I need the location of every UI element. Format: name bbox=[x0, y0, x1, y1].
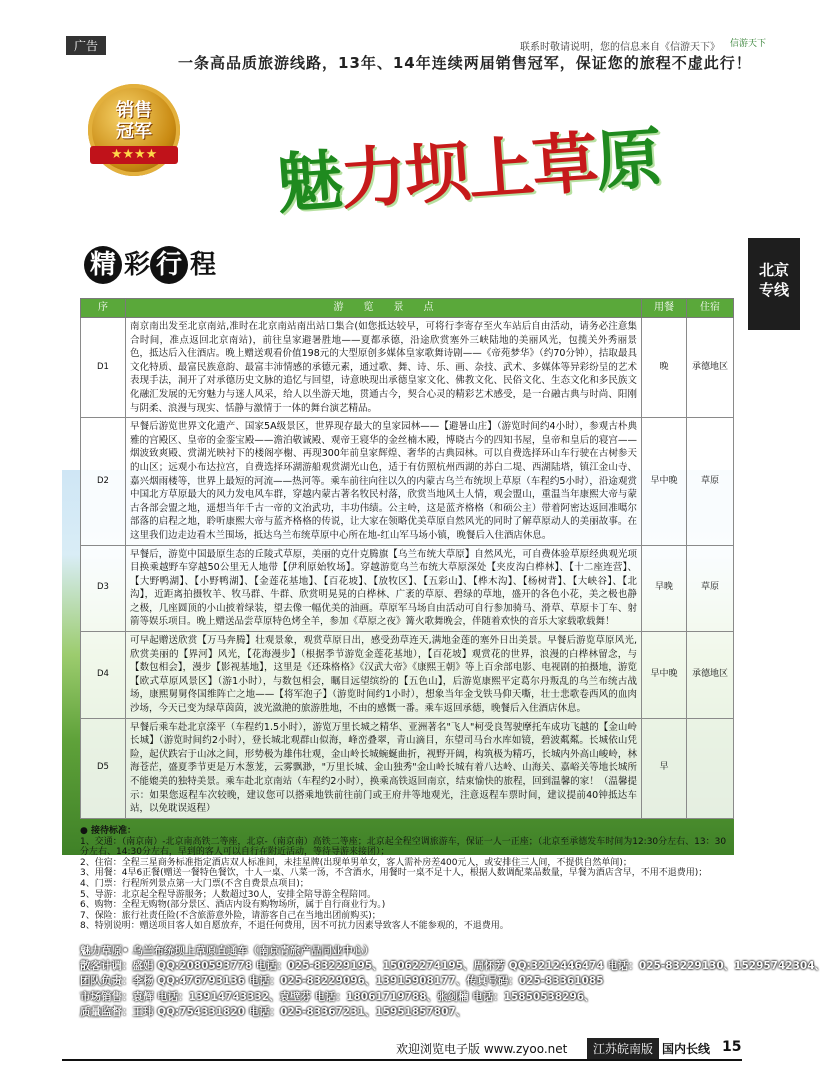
main-title bbox=[273, 105, 663, 227]
col-header-meal: 用餐 bbox=[642, 299, 687, 318]
desc-cell: 可早起赠送欣赏【万马奔腾】壮观景象，观赏草原日出，感受劲草连天,满地金莲的塞外日出美景。早餐后游览草原风光,欣赏美丽的【界河】风光，【花海漫步】（根据季节游览金莲花基地），【百花坡】观赏花的世界，浪漫的白桦林留念，与【数包相会】，漫步【影视基地】，这里是《还珠格格》《汉武大帝》《康熙王朝》等上百余部电影、电视剧的拍摄地，游览【欧式草原风景区】（游1小时），与数包相会，瞩目远望缤纷的【五色山】，后游览康熙平定葛尔丹叛乱的乌兰布统古战场，康熙舅舅佟国维阵亡之地——【将军泡子】（游览时间约1小时），想象当年金戈铁马仰天嘶，壮士悲歌卷西风的血肉沙场，今天已变为绿草茵茵，波光潋滟的旅游胜地，不由的感慨一番。乘车返回承德，晚餐后入住酒店休息。 bbox=[126, 632, 642, 719]
table-row bbox=[81, 545, 734, 632]
brand-logo: 信游天下 bbox=[729, 39, 766, 49]
sales-champion-medal-icon bbox=[88, 84, 180, 176]
footer-divider bbox=[62, 1059, 742, 1061]
contact-line: 市场销售：袁辉 电话：13914743332、袁壁芬 电话：18061719788、张剑楠 电话：15850538296、 bbox=[80, 990, 595, 1003]
day-cell: D3 bbox=[81, 545, 126, 632]
itinerary-table bbox=[80, 298, 734, 819]
day-cell: D2 bbox=[81, 418, 126, 545]
top-bar bbox=[0, 0, 800, 54]
contact-line: 质量监督：王玮 QQ:754331820 电话：025-83367231、15951857807、 bbox=[80, 1005, 467, 1018]
side-tab-beijing bbox=[748, 238, 800, 330]
notes-item: 4、门票：行程所列景点第一大门票(不含自费景点项目)； bbox=[80, 878, 309, 889]
notes-item: 8、特别说明：赠送项目客人如自愿放弃，不退任何费用，因不可抗力因素导致客人不能参观的，不退费用。 bbox=[80, 921, 509, 932]
reception-standards bbox=[80, 826, 730, 932]
side-tab-line2: 专线 bbox=[758, 281, 789, 299]
col-header-seq: 序 bbox=[81, 299, 126, 318]
table-header-row bbox=[81, 299, 734, 318]
stay-cell: 承德地区 bbox=[687, 632, 734, 719]
notes-heading: ● 接待标准： bbox=[80, 826, 136, 836]
title-part2: 力坝上草 bbox=[337, 123, 599, 219]
desc-cell: 早餐后，游览中国最原生态的丘陵式草原，美丽的克什克腾旗【乌兰布统大草原】自然风光，可自费体验草原经典观光项目换乘越野车穿越50公里无人地带【伊利原始牧场】。穿越游览乌兰布统大草原深处【夹皮沟白桦林】、【十二座连营】、【大野鸭湖】、【小野鸭湖】、【金莲花基地】、【百花坡】、【放牧区】、【五彩山】、【桦木沟】、【杨树背】、【大峡谷】、【北沟】，近距离拍摄牧羊、牧马群、牛群、欣赏明晃晃的白桦林、广袤的草原、碧绿的草地，盛开的各色小花，美之极也静之极，几座圆顶的小山披着绿装，望去像一幅优美的油画。草原军马场自由活动可自行参加骑马、滑草、草原卡丁车、射箭等娱乐项目。晚上赠送品尝草原特色烤全羊，参加《草原之夜》篝火歌舞晚会，伴随着欢快的音乐大家载歌载舞！ bbox=[126, 545, 642, 632]
desc-cell: 早餐后乘车赴北京滦平（车程约1.5小时），游览万里长城之精华、亚洲著名"飞人"柯受良驾驶摩托车成功飞越的【金山岭长城】（游览时间约2小时），登长城北观群山似海，峰峦叠翠，青山滴目，东望司马台水库如镜，碧波粼粼。长城依山凭险，起伏跌宕于山冰之间，形势极为雄伟壮观，金山岭长城蜿蜒曲折，视野开阔，构筑极为精巧，长城内外高山峻岭，林海苍茫，盛夏季节更是万木葱茏，云雾飘渺，"万里长城、金山独秀"金山岭长城有着八达岭、山海关、嘉峪关等地长城所不能媲美的独特美景。乘车赴北京南站（车程约2小时），换乘高铁返回南京，结束愉快的旅程，回到温馨的家！（温馨提示：如果您返程车次较晚，建议您可以搭乘地铁前往前门或王府井等地观光，注意返程车票时间，建议提前40钟抵达车站，以免耽误返程） bbox=[126, 718, 642, 818]
side-tab-line1: 北京 bbox=[758, 261, 789, 279]
footer-route: 国内长线 bbox=[662, 1042, 711, 1056]
section-char2: 彩 bbox=[124, 250, 151, 280]
notes-item: 6、购物：全程无购物(部分景区、酒店内设有购物场所，属于自行商业行为。) bbox=[80, 900, 386, 911]
contact-line: 魅力草原• 乌兰布统坝上草原直通车（南京青旅产品同业中心） bbox=[80, 945, 374, 957]
day-cell: D1 bbox=[81, 318, 126, 418]
table-row bbox=[81, 418, 734, 545]
meal-cell: 晚 bbox=[642, 318, 687, 418]
medal-line1: 销售 bbox=[116, 100, 152, 121]
contact-info bbox=[80, 944, 825, 1020]
section-char4: 程 bbox=[190, 250, 217, 280]
day-cell: D4 bbox=[81, 632, 126, 719]
stay-cell bbox=[687, 718, 734, 818]
medal-line2: 冠军 bbox=[116, 121, 152, 142]
contact-line: 团队负责：李杨 QQ:476793136 电话：025-83229096、13915908177、传真号码：025-83361085 bbox=[80, 975, 604, 988]
meal-cell: 早中晚 bbox=[642, 632, 687, 719]
section-char3: 行 bbox=[150, 246, 188, 284]
notes-item: 7、保险：旅行社责任险(不含旅游意外险，请游客自己在当地出团前购买)； bbox=[80, 910, 381, 921]
col-header-stay: 住宿 bbox=[687, 299, 734, 318]
notes-item: 2、住宿：全程三星商务标准指定酒店双人标准间，未挂星牌(出现单男单女，客人需补房差400元人，或安排住三人间，不提供自然单间)； bbox=[80, 857, 632, 868]
table-row bbox=[81, 632, 734, 719]
contact-note: 联系时敬请说明，您的信息来自《信游天下》 bbox=[520, 42, 720, 53]
title-part1: 魅 bbox=[274, 141, 344, 224]
slogan: 一条高品质旅游线路，13年、14年连续两届销售冠军，保证您的旅程不虚此行！ bbox=[178, 54, 752, 72]
table-row bbox=[81, 718, 734, 818]
stay-cell: 草原 bbox=[687, 418, 734, 545]
meal-cell: 早晚 bbox=[642, 545, 687, 632]
section-char1: 精 bbox=[84, 246, 122, 284]
section-title bbox=[84, 244, 216, 284]
medal-text bbox=[88, 100, 180, 142]
table-row bbox=[81, 318, 734, 418]
notes-item: 1、交通：（南京南）-北京南高铁二等座，北京-（南京南）高铁二等座；北京起全程空调旅游车，保证一人一正座；（北京至承德发车时间为12:30分左右、13：30分左右、14:30分左右，早到的客人可以自行在附近活动，等待导游来接团）； bbox=[80, 836, 727, 858]
day-cell: D5 bbox=[81, 718, 126, 818]
medal-stars: ★★★★ bbox=[90, 146, 178, 164]
ad-tag: 广告 bbox=[66, 36, 106, 55]
notes-item: 5、导游：北京起全程导游服务；人数超过30人，安排全陪导游全程陪同。 bbox=[80, 889, 377, 900]
stay-cell: 草原 bbox=[687, 545, 734, 632]
desc-cell: 南京南出发至北京南站,准时在北京南站南出站口集合(如您抵达较早，可将行李寄存至火车站后自由活动，请务必注意集合时间，准点返回北京南站)，前往皇家避暑胜地——夏都承德，沿途欣赏塞外三峡陆地的美丽风光，包揽关外秀丽景色，抵达后入住酒店。晚上赠送观看价值198元的大型原创多媒体皇家歌舞诗剧——《帝苑梦华》（约70分钟），拮取最具文化特质、最富民族意韵、最富丰沛情感的承德元素，通过歌、舞、诗、乐、画、杂技、武术、多媒体等异彩纷呈的艺术表现手法，洞开了对承德历史文脉的追忆与回望，诗意映现出承德皇家文化、佛教文化、民俗文化、生态文化和多民族文化融汇发展的无穷魅力与迷人风采，给人以坐游天地，贯通古今，契合心灵的精彩艺术感受，是一台融古典与时尚、阳刚与阴柔、浪漫与现实、恬静与激情于一体的舞台演艺精品。 bbox=[126, 318, 642, 418]
contact-line: 散客计调：盛娟 QQ:2080593778 电话：025-83229195、15062274195、周怀芳 QQ:3212446474 电话：025-83229130、15295742304、 bbox=[80, 960, 825, 973]
stay-cell: 承德地区 bbox=[687, 318, 734, 418]
footer-url[interactable]: 欢迎浏览电子版 www.zyoo.net bbox=[396, 1042, 568, 1056]
desc-cell: 早餐后游览世界文化遗产、国家5A级景区，世界现存最大的皇家园林——【避暑山庄】（游览时间约4小时），参观古朴典雅的宫殿区、皇帝的金銮宝殿——澹泊敬诚殿、观帝王寝华的金丝楠木殿，博晓古今的四知书屋，皇帝和皇后的寝宫——烟波致爽殿、赏湖光映衬下的楼阁亭榭、再现300年前皇家辉煌、奢华的古典园林。可以自费选择环山车行驶在古树参天的山区；远观小布达拉宫，自费选择环湖游船观赏湖光山色，适于有仿照杭州西湖的苏白二堤、西湖陆塔，镇江金山寺、嘉兴烟雨楼等，世界上最短的河流——热河等。乘车前往向往以久的内蒙古乌兰布统坝上草原（车程约5小时），沿途观赏中国北方草原最大的风力发电风车群，穿越内蒙古著名牧民村落，欣赏当地风土人情，观会盟山，重温当年康熙大帝与蒙古各部会盟之地，遥想当年千古一帝的文治武功，丰功伟绩。公主岭，这是蓝齐格格（和硕公主）带着阿密达返回准噶尔部落的启程之地，聆听康熙大帝与蓝齐格格的传说，让大家在领略优美草原自然风光的同时了解草原动人的美丽故事。在这里我们边走边看木兰围场，抵达乌兰布统草原中心所在地-红山军马场小镇，晚餐后入住酒店休息。 bbox=[126, 418, 642, 545]
footer-edition: 江苏皖南版 bbox=[587, 1038, 659, 1059]
page-number: 15 bbox=[722, 1039, 742, 1055]
notes-item: 3、用餐：4早6正餐(赠送一餐特色餐饮，十人一桌、八菜一汤，不含酒水，用餐时一桌不足十人，根据人数调配菜品数量，早餐为酒店含早，不用不退费用)； bbox=[80, 868, 708, 879]
meal-cell: 早中晚 bbox=[642, 418, 687, 545]
meal-cell: 早 bbox=[642, 718, 687, 818]
title-part3: 原 bbox=[593, 118, 663, 201]
col-header-sights: 游 览 景 点 bbox=[126, 299, 642, 318]
